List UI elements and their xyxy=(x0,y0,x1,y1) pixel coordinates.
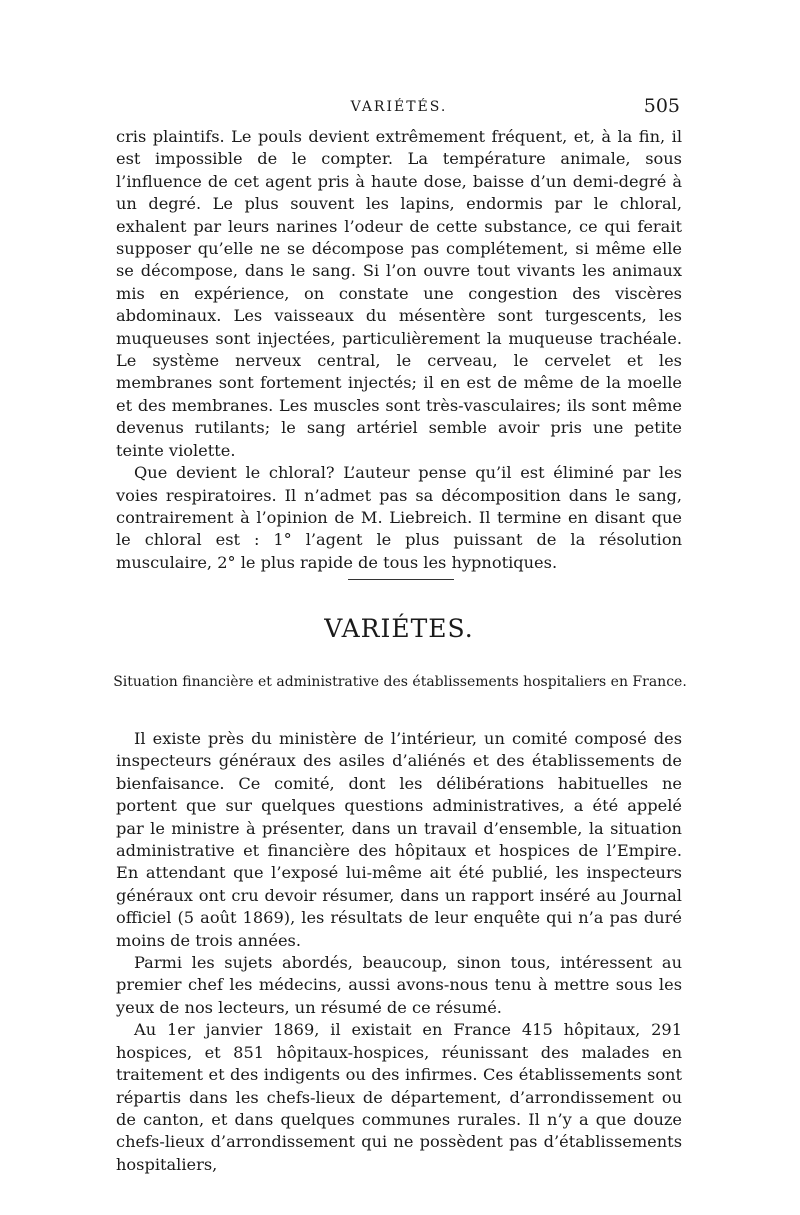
paragraph: Que devient le chloral? L’auteur pense qu’il est éliminé par les voies respiratoires. Il n’admet pas sa décomposition dans le sang, contrairement à l’opinion de M. Liebreich. Il termine en disant que le chloral est : 1° l’agent le plus puissant de la résolution musculaire, 2° le plus rapide de tous les hypnotiques. xyxy=(116,463,682,572)
paragraph: Il existe près du ministère de l’intérieur, un comité composé des inspecteurs généraux des asiles d’aliénés et des établissements de bienfaisance. Ce comité, dont les délibérations habituelles ne portent que sur quelques questions administratives, a été appelé par le ministre à présenter, dans un travail d’ensemble, la situation administrative et financière des hôpitaux et hospices de l’Empire. En attendant que l’exposé lui-même ait été publié, les inspecteurs généraux ont cru devoir résumer, dans un rapport inséré au Journal officiel (5 août 1869), les résultats de leur enquête qui n’a pas duré moins de trois années. xyxy=(116,729,682,950)
running-head-title: VARIÉTÉS. xyxy=(350,99,448,115)
paragraph: Parmi les sujets abordés, beaucoup, sinon tous, intéressent au premier chef les médecins, aussi avons-nous tenu à mettre sous les yeux de nos lecteurs, un résumé de ce résumé. xyxy=(116,953,682,1017)
paragraph: Au 1er janvier 1869, il existait en France 415 hôpitaux, 291 hospices, et 851 hôpitaux-hospices, réunissant des malades en traitement et des indigents ou des infirmes. Ces établissements sont répartis dans les chefs-lieux de département, d’arrondissement ou de canton, et dans quelques communes rurales. Il n’y a que douze chefs-lieux d’arrondissement qui ne possèdent pas d’établissements hospitaliers, xyxy=(116,1020,682,1174)
previous-article-text xyxy=(116,126,682,574)
running-head xyxy=(118,95,680,119)
section-body xyxy=(116,728,682,1176)
paragraph: cris plaintifs. Le pouls devient extrêmement fréquent, et, à la fin, il est impossible de le compter. La température animale, sous l’influence de cet agent pris à haute dose, baisse d’un demi-degré à un degré. Le plus souvent les lapins, endormis par le chloral, exhalent par leurs narines l’odeur de cette substance, ce qui ferait supposer qu’elle ne se décompose pas complétement, si même elle se décompose, dans le sang. Si l’on ouvre tout vivants les animaux mis en expérience, on constate une congestion des viscères abdominaux. Les vaisseaux du mésentère sont turgescents, les muqueuses sont injectées, particulièrement la muqueuse trachéale. Le système nerveux central, le cerveau, le cervelet et les membranes sont fortement injectés; il en est de même de la moelle et des membranes. Les muscles sont très-vasculaires; ils sont même devenus rutilants; le sang artériel semble avoir pris une petite teinte violette. xyxy=(116,127,682,460)
section-subtitle: Situation financière et administrative des établissements hospitaliers en France. xyxy=(113,674,687,690)
section-divider xyxy=(348,579,454,580)
section-title: VARIÉTES. xyxy=(324,614,474,643)
page-number: 505 xyxy=(643,95,680,117)
